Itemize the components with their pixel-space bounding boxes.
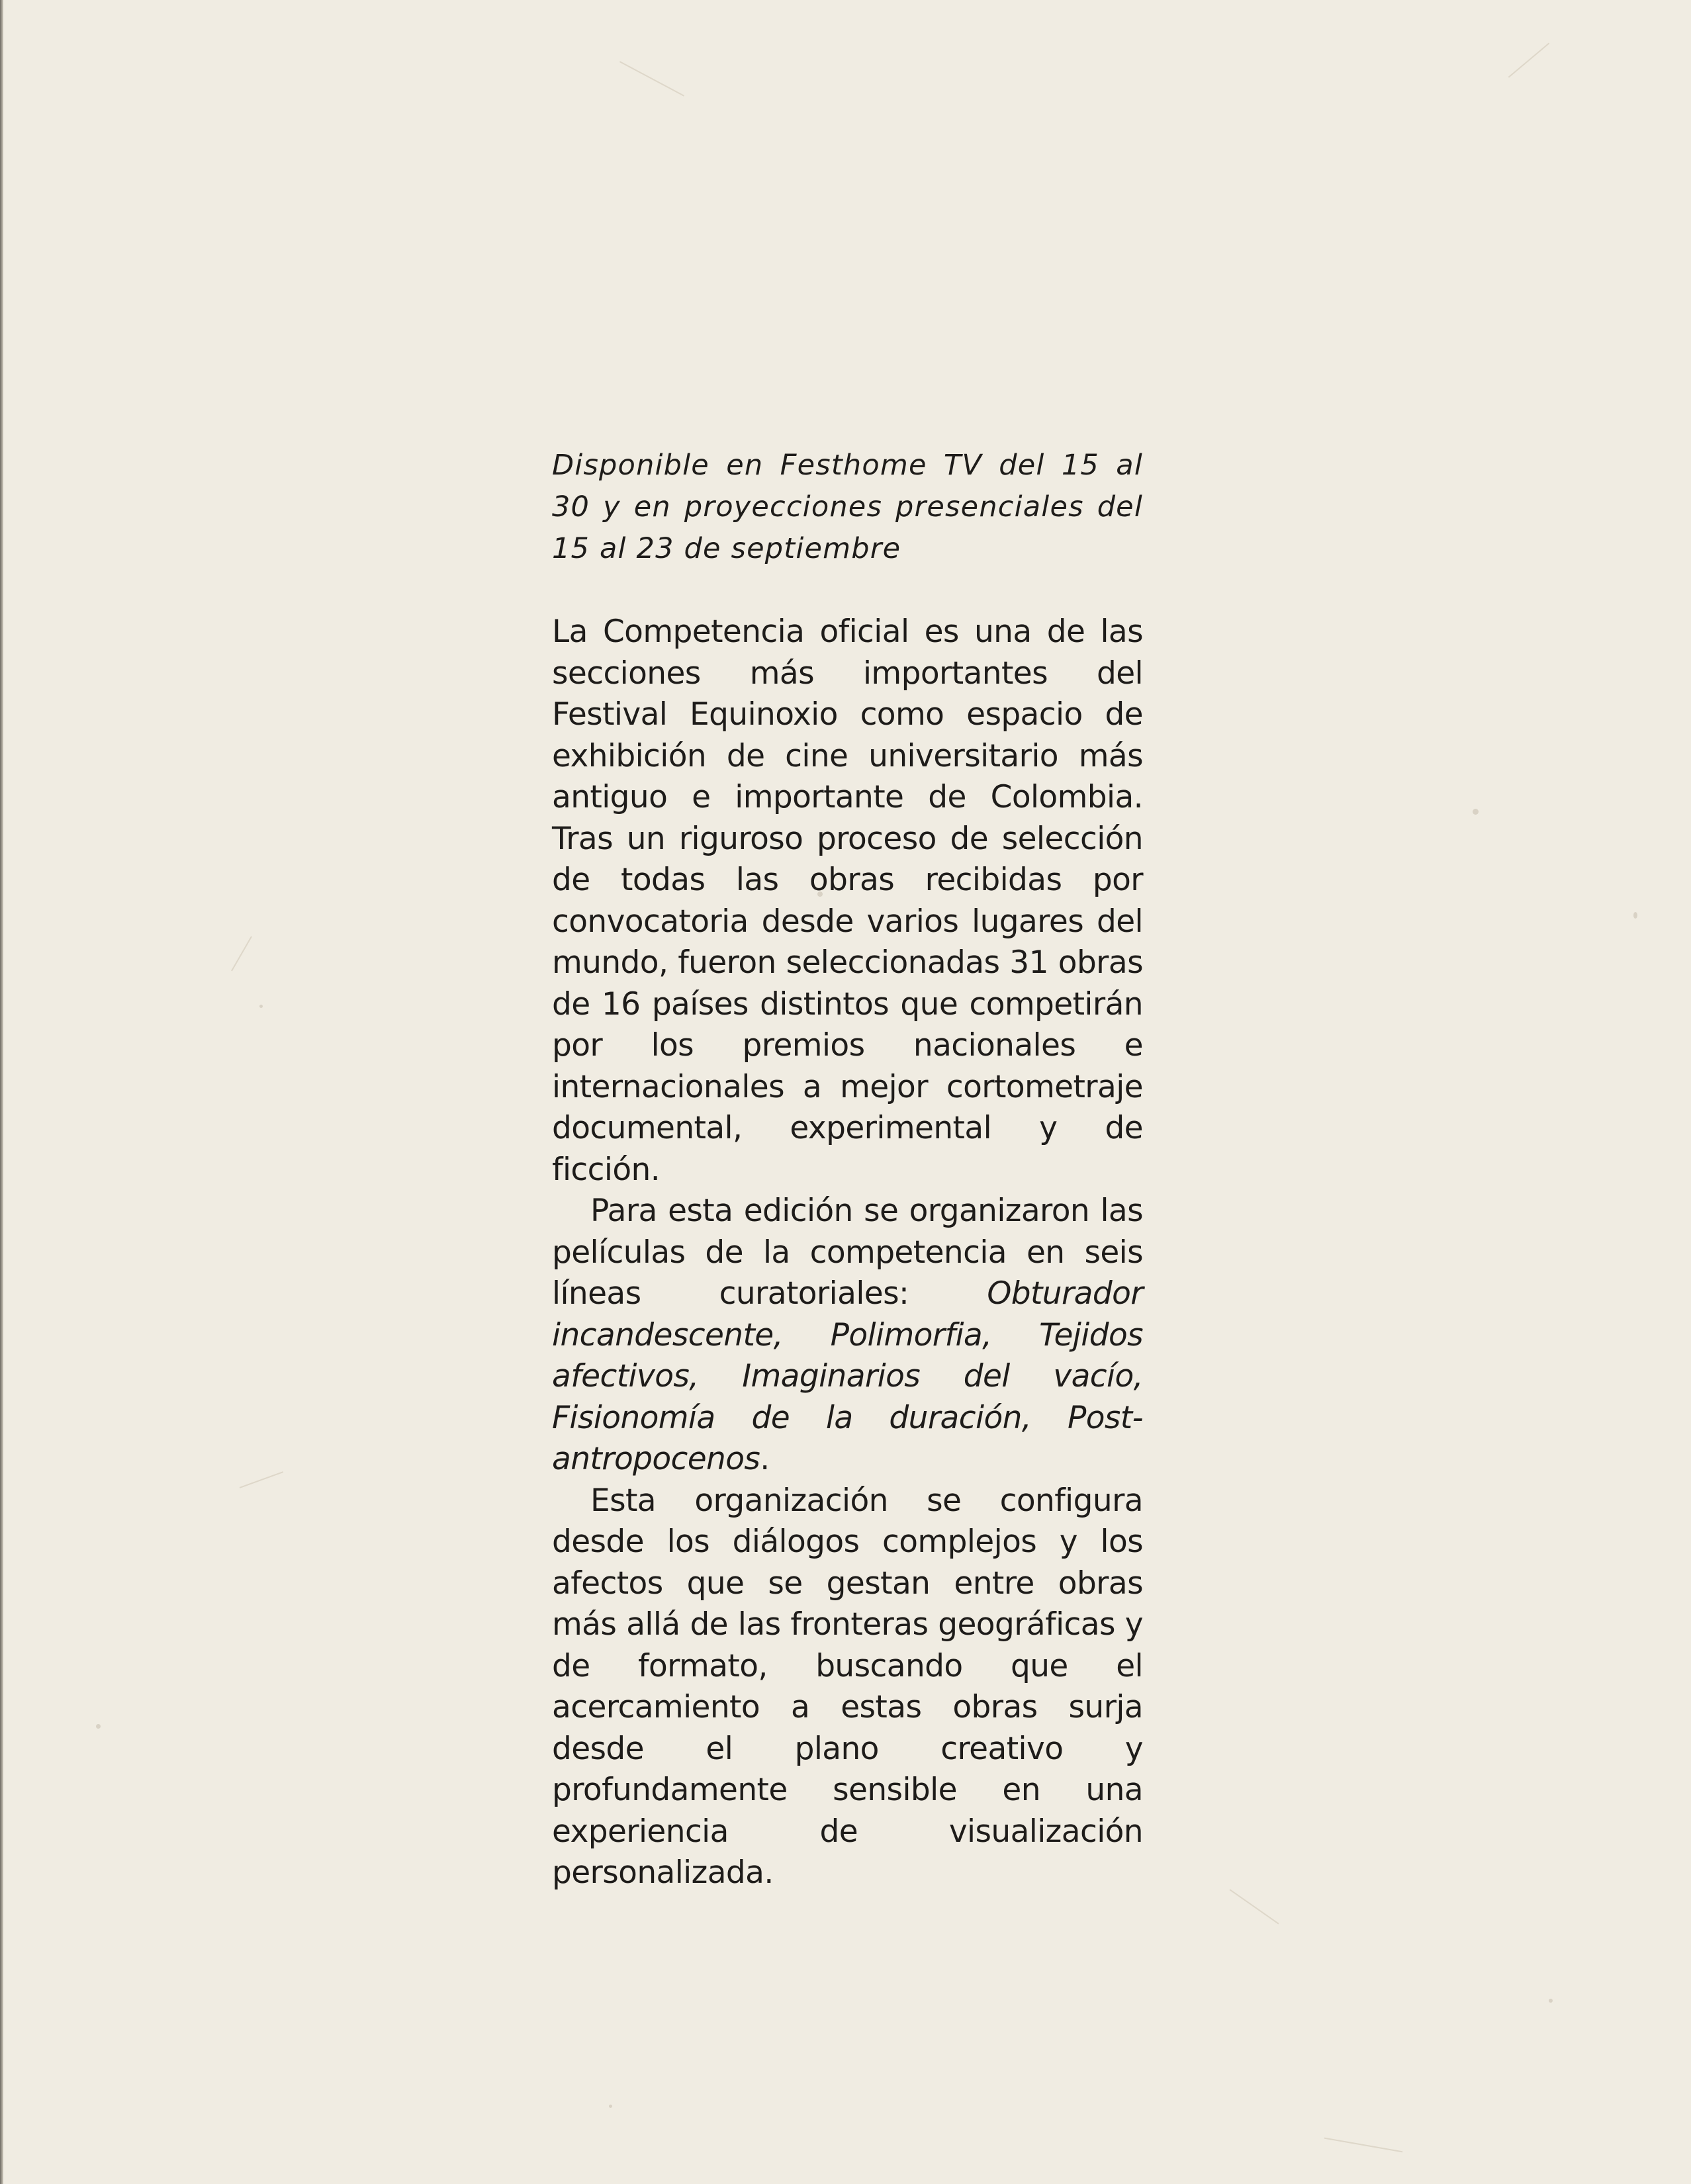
- paper-speck: [259, 1005, 263, 1008]
- page-edge: [0, 0, 3, 2184]
- paragraph-organization: Esta organización se configura desde los diálogos complejos y los afectos que se gestan entre obras más allá de las fronteras geográficas y de formato, buscando que el acercamiento a estas obras surja desde el plano creativo y profundamente sensible en una experiencia de visualización personalizada.: [552, 1482, 1143, 1891]
- paper-speck: [1549, 1999, 1553, 2003]
- paper-speck: [609, 2105, 612, 2108]
- paper-fiber: [1324, 2138, 1403, 2153]
- body-text: [552, 612, 1143, 1894]
- paper-fiber: [619, 61, 684, 96]
- paragraph-curatorial-lines: [552, 1191, 1143, 1480]
- paragraph-intro: La Competencia oficial es una de las secciones más importantes del Festival Equinoxio como espacio de exhibición de cine universitario más antiguo e importante de Colombia. Tras un riguroso proceso de selección de todas las obras recibidas por convocatoria desde varios lugares del mundo, fueron seleccionadas 31 obras de 16 países distintos que competirán por los premios nacionales e internacionales a mejor cortometraje documental, experimental y de ficción.: [552, 614, 1143, 1188]
- paper-speck: [96, 1724, 101, 1729]
- text-column: [552, 445, 1143, 1894]
- paper-fiber: [1230, 1889, 1279, 1924]
- curatorial-lines-list: Obturador incandescente, Polimorfia, Tejidos afectivos, Imaginarios del vacío, Fisionomía de la duración, Post-antropocenos: [552, 1275, 1143, 1477]
- paper-speck: [1473, 809, 1479, 815]
- paper-fiber: [1508, 43, 1550, 78]
- paper-speck: [1633, 912, 1637, 919]
- paragraph-lead: Para esta edición se organizaron las películas de la competencia en seis líneas curatoriales:: [552, 1193, 1143, 1312]
- paper-fiber: [231, 936, 252, 972]
- paragraph-end: .: [760, 1441, 770, 1477]
- availability-note: Disponible en Festhome TV del 15 al 30 y en proyecciones presenciales del 15 al 23 de septiembre: [552, 449, 1143, 565]
- paper-fiber: [240, 1471, 283, 1488]
